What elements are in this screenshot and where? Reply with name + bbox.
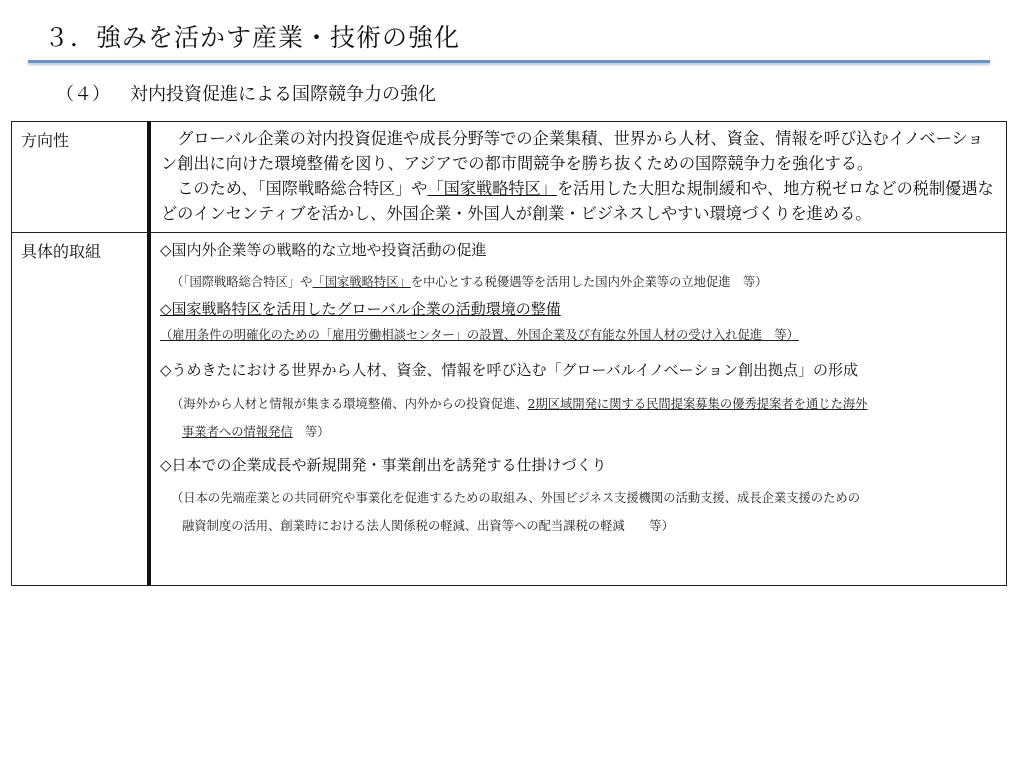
title-underline [28, 60, 990, 63]
direction-row [12, 122, 1007, 233]
direction-paragraph-2 [161, 176, 994, 226]
direction-paragraph-1: グローバル企業の対内投資促進や成長分野等での企業集積、世界から人材、資金、情報を呼び込むイノベーション創出に向けた環境整備を図り、アジアでの都市間競争を勝ち抜くための国際競争力を強化する。 [161, 129, 984, 173]
action-detail-1-post: を中心とする税優遇等を活用した国内外企業等の立地促進 等） [410, 275, 768, 289]
page-title: ３．強みを活かす産業・技術の強化 [44, 23, 461, 52]
action-detail-3-line-1 [171, 394, 867, 414]
action-heading-1: ◇国内外企業等の戦略的な立地や投資活動の促進 [160, 241, 487, 259]
action-detail-3-pre: （海外から人材と情報が集まる環境整備、内外からの投資促進、 [171, 397, 528, 411]
action-heading-3: ◇うめきたにおける世界から人材、資金、情報を呼び込む「グローバルイノベーション創出拠点」の形成 [160, 361, 858, 379]
action-detail-3-post: 等） [292, 425, 330, 439]
action-detail-3-highlight-1: 2期区域開発に関する民間提案募集の優秀提案者を通じた海外 [527, 397, 868, 411]
direction-content [149, 122, 1007, 233]
actions-label: 具体的取組 [12, 233, 150, 586]
action-heading-2: ◇国家戦略特区を活用したグローバル企業の活動環境の整備 [160, 300, 561, 318]
action-detail-3-highlight-2: 事業者への情報発信 [182, 425, 293, 439]
action-detail-3-line-2 [182, 422, 330, 442]
subtitle-number: （４） [56, 84, 110, 105]
direction-para2-post: を活用した大胆な規制緩和や、地方税ゼロなどの税制優遇などのインセンティブを活かし、外国企業・外国人が創業・ビジネスしやすい環境づくりを進める。 [161, 179, 994, 223]
direction-para2-pre: このため、「国際戦略総合特区」や [177, 179, 428, 198]
national-strategic-zone-highlight: 「国家戦略特区」 [427, 179, 557, 198]
policy-table [11, 121, 1007, 586]
action-detail-1-pre: （「国際戦略総合特区」や [171, 275, 313, 289]
section-subtitle [56, 80, 436, 106]
action-detail-2: （雇用条件の明確化のための「雇用労働相談センター」の設置、外国企業及び有能な外国人材の受け入れ促進 等） [160, 328, 799, 342]
action-detail-4-line-2: 融資制度の活用、創業時における法人関係税の軽減、出資等への配当課税の軽減 等） [182, 519, 674, 533]
action-detail-4-line-1: （日本の先端産業との共同研究や事業化を促進するための取組み、外国ビジネス支援機関の活動支援、成長企業支援のための [171, 491, 860, 505]
action-heading-4: ◇日本での企業成長や新規開発・事業創出を誘発する仕掛けづくり [160, 456, 607, 474]
action-detail-1-highlight: 「国家戦略特区」 [312, 275, 411, 289]
subtitle-text: 対内投資促進による国際競争力の強化 [130, 84, 436, 105]
action-detail-1 [171, 272, 767, 292]
actions-row [12, 233, 1007, 586]
actions-content [149, 233, 1007, 586]
direction-label: 方向性 [12, 122, 150, 233]
